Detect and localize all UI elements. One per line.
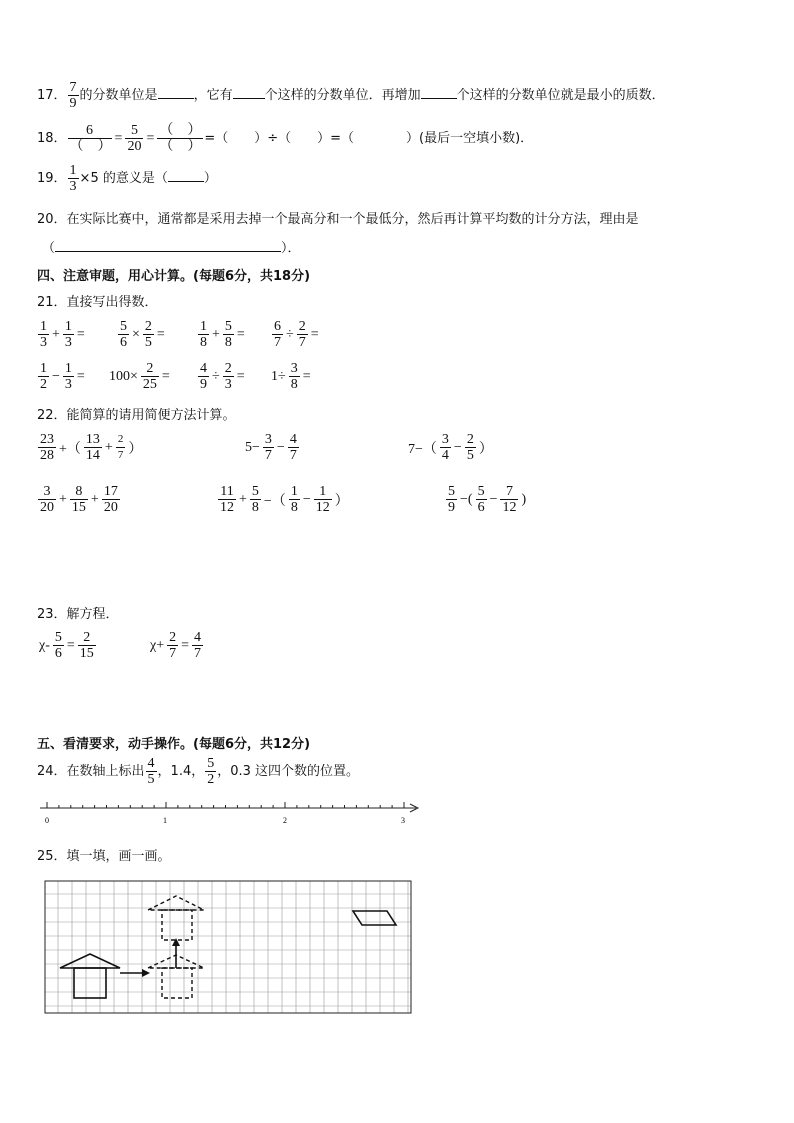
expression-22-4: $\frac{3}{20}$ + $\frac{8}{15}$ + $\frac{17}{20}$ [40, 484, 118, 515]
fraction[interactable]: $\frac{( )}{( )}$ [159, 123, 202, 154]
number-line[interactable] [36, 798, 422, 828]
expression: $\frac{5}{6}$ × $\frac{2}{5}$ = [120, 319, 165, 350]
question-20: 20．在实际比赛中，通常都是采用去掉一个最高分和一个最低分，然后再计算平均数的计分方法，理由是 [37, 212, 639, 227]
equation-1: χ- $\frac{5}{6}$ = $\frac{2}{15}$ [39, 630, 94, 661]
axis-label: 3 [401, 816, 405, 825]
drawing-grid[interactable] [44, 880, 414, 1016]
question-21-label: 21．直接写出得数． [37, 295, 158, 310]
answer-blank[interactable] [233, 98, 265, 99]
answer-blank[interactable] [168, 181, 204, 182]
parallelogram-shape [353, 911, 396, 925]
question-24: 24．在数轴上标出 $\frac{4}{5}$ ，1.4， $\frac{5}{2}$ ，0.3 这四个数的位置。 [37, 756, 360, 787]
axis-label: 0 [45, 816, 49, 825]
answer-blank[interactable] [55, 251, 281, 252]
question-20-answer: （ ）． [42, 241, 301, 256]
fraction: $\frac{1}{3}$ [69, 163, 77, 194]
calc-row-1 [37, 319, 351, 350]
section-title: 五、看清要求，动手操作。(每题6分，共12分) [37, 737, 311, 752]
fraction: $\frac{7}{9}$ [69, 80, 77, 111]
arrow-up-icon [172, 938, 180, 968]
expression: 100× $\frac{2}{25}$ = [109, 361, 170, 392]
expression: $\frac{4}{9}$ ÷ $\frac{2}{3}$ = [200, 361, 245, 392]
house-shape [60, 954, 120, 998]
arrow-right-icon [120, 969, 150, 977]
question-19: 19． $\frac{1}{3}$ ×5 的意义是（ ） [37, 163, 217, 194]
expression-22-2: 5− $\frac{3}{7}$ − $\frac{4}{7}$ [245, 432, 297, 463]
dashed-house-up [148, 896, 204, 940]
fraction: $\frac{5}{20}$ [127, 123, 142, 154]
expression-22-3: 7−（ $\frac{3}{4}$ − $\frac{2}{5}$ ） [408, 432, 493, 463]
expression: 1÷ $\frac{3}{8}$ = [271, 361, 311, 392]
fraction: $\frac{6}{( )}$ [69, 123, 112, 154]
question-23-label: 23．解方程． [37, 607, 119, 622]
expression-22-6: $\frac{5}{9}$ −( $\frac{5}{6}$ − $\frac{7}{12}$ ) [448, 484, 527, 515]
axis-label: 2 [283, 816, 287, 825]
question-18: 18． $\frac{6}{( )}$ = $\frac{5}{20}$ = $\frac{( )}{( )}$ =（ ）÷（ ）=（ ）(最后一空填小数)． [37, 123, 534, 154]
question-17: 17． $\frac{7}{9}$ 的分数单位是 ，它有 个这样的分数单位．再增加 个这样的分数单位就是最小的质数． [37, 80, 665, 111]
section-title: 四、注意审题，用心计算。(每题6分，共18分) [37, 269, 311, 284]
expression: $\frac{1}{3}$ + $\frac{1}{3}$ = [40, 319, 85, 350]
calc-row-2 [37, 361, 339, 392]
answer-blank[interactable] [158, 98, 194, 99]
expression-22-1: $\frac{23}{28}$ +（ $\frac{13}{14}$ + $\frac{2}{7}$ ） [40, 432, 143, 463]
expression: $\frac{6}{7}$ ÷ $\frac{2}{7}$ = [274, 319, 319, 350]
axis-label: 1 [163, 816, 167, 825]
question-25-label: 25．填一填，画一画。 [37, 849, 171, 864]
answer-blank[interactable] [421, 98, 457, 99]
expression: $\frac{1}{2}$ − $\frac{1}{3}$ = [40, 361, 85, 392]
equation-2: χ+ $\frac{2}{7}$ = $\frac{4}{7}$ [150, 630, 202, 661]
expression-22-5: $\frac{11}{12}$ + $\frac{5}{8}$ −（ $\frac{1}{8}$ − $\frac{1}{12}$ ） [220, 484, 349, 515]
expression: $\frac{1}{8}$ + $\frac{5}{8}$ = [200, 319, 245, 350]
question-22-label: 22．能简算的请用简便方法计算。 [37, 408, 236, 423]
